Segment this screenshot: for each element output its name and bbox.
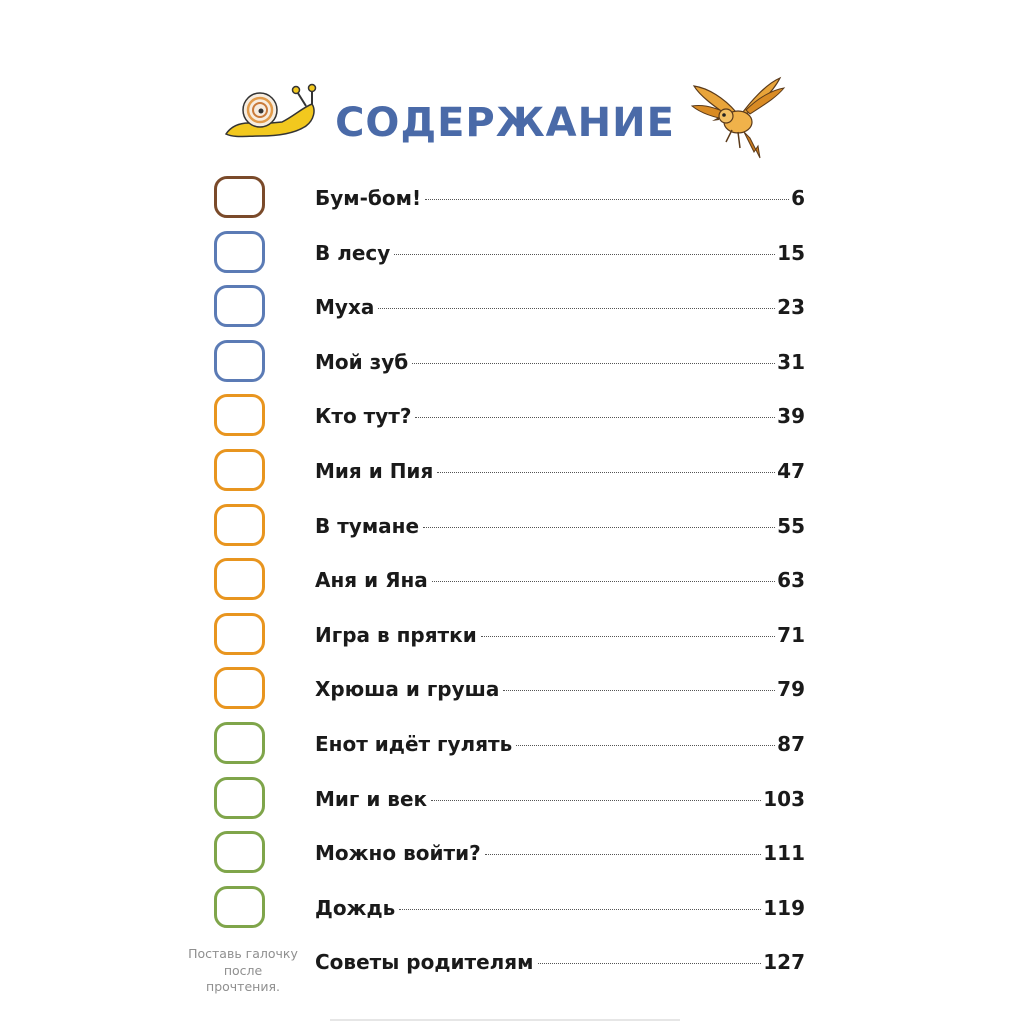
hint-text: Поставь галочку после прочтения. <box>188 946 298 994</box>
toc-entry[interactable] <box>315 568 805 623</box>
toc-entry-page: 31 <box>777 349 805 374</box>
toc-entry[interactable] <box>315 404 805 459</box>
toc-entry-page: 71 <box>777 622 805 647</box>
dot-leader <box>503 690 775 691</box>
toc-entry-page: 111 <box>763 841 805 866</box>
dot-leader <box>485 854 762 855</box>
dot-leader <box>412 363 775 364</box>
toc-entry-title: Аня и Яна <box>315 568 428 593</box>
toc-entry[interactable] <box>315 623 805 678</box>
toc-entry-title: Бум-бом! <box>315 186 422 210</box>
toc-entry[interactable] <box>315 295 805 350</box>
toc-entry-title: Миг и век <box>315 786 428 811</box>
toc-entry-page: 47 <box>777 458 805 483</box>
checkbox-column <box>214 176 274 940</box>
read-checkbox[interactable] <box>214 504 265 546</box>
toc-entry[interactable] <box>315 732 805 787</box>
toc-entry-page: 127 <box>763 950 805 975</box>
read-checkbox[interactable] <box>214 340 265 382</box>
toc-entry[interactable] <box>315 677 805 732</box>
table-of-contents <box>315 186 805 1005</box>
toc-entry[interactable] <box>315 186 805 241</box>
dot-leader <box>431 800 761 801</box>
toc-entry-title: В лесу <box>315 240 391 265</box>
toc-entry[interactable] <box>315 841 805 896</box>
toc-entry-page: 79 <box>777 677 805 702</box>
toc-entry-title: Енот идёт гулять <box>315 731 513 756</box>
dot-leader <box>423 527 775 528</box>
toc-entry-page: 103 <box>763 786 805 811</box>
toc-entry-page: 15 <box>777 240 805 265</box>
toc-entry[interactable] <box>315 514 805 569</box>
dot-leader <box>437 472 775 473</box>
toc-entry-page: 23 <box>777 295 805 320</box>
read-checkbox[interactable] <box>214 285 265 327</box>
read-checkbox[interactable] <box>214 886 265 928</box>
read-checkbox[interactable] <box>214 231 265 273</box>
read-checkbox[interactable] <box>214 558 265 600</box>
toc-entry[interactable] <box>315 241 805 296</box>
toc-entry[interactable] <box>315 459 805 514</box>
toc-entry-page: 6 <box>791 186 805 210</box>
read-checkbox[interactable] <box>214 613 265 655</box>
toc-entry-title: Кто тут? <box>315 404 412 429</box>
dot-leader <box>394 254 775 255</box>
dot-leader <box>399 909 761 910</box>
dot-leader <box>415 417 775 418</box>
toc-entry-title: Хрюша и груша <box>315 677 500 702</box>
toc-entry-page: 55 <box>777 513 805 538</box>
read-checkbox[interactable] <box>214 831 265 873</box>
read-checkbox[interactable] <box>214 176 265 218</box>
dot-leader <box>425 199 789 200</box>
toc-entry-title: Муха <box>315 295 375 320</box>
read-checkbox[interactable] <box>214 722 265 764</box>
toc-entry-page: 39 <box>777 404 805 429</box>
read-checkbox[interactable] <box>214 667 265 709</box>
toc-entry-title: В тумане <box>315 513 420 538</box>
toc-entry[interactable] <box>315 787 805 842</box>
page-bottom-edge <box>330 1019 680 1021</box>
read-checkbox[interactable] <box>214 777 265 819</box>
read-checkbox[interactable] <box>214 449 265 491</box>
read-checkbox[interactable] <box>214 394 265 436</box>
toc-entry-title: Мой зуб <box>315 349 409 374</box>
toc-entry-title: Игра в прятки <box>315 622 477 647</box>
toc-entry-page: 63 <box>777 568 805 593</box>
toc-entry[interactable] <box>315 950 805 1005</box>
page-title: СОДЕРЖАНИЕ <box>335 100 675 146</box>
toc-entry-page: 119 <box>763 895 805 920</box>
dot-leader <box>378 308 775 309</box>
toc-entry-title: Дождь <box>315 895 396 920</box>
toc-entry-title: Можно войти? <box>315 841 481 866</box>
dot-leader <box>516 745 775 746</box>
toc-entry-title: Мия и Пия <box>315 458 434 483</box>
toc-entry[interactable] <box>315 896 805 951</box>
dot-leader <box>432 581 775 582</box>
dot-leader <box>481 636 775 637</box>
toc-entry[interactable] <box>315 350 805 405</box>
bird-icon <box>688 72 786 162</box>
toc-entry-title: Советы родителям <box>315 950 534 975</box>
dot-leader <box>538 963 762 964</box>
toc-entry-page: 87 <box>777 731 805 756</box>
